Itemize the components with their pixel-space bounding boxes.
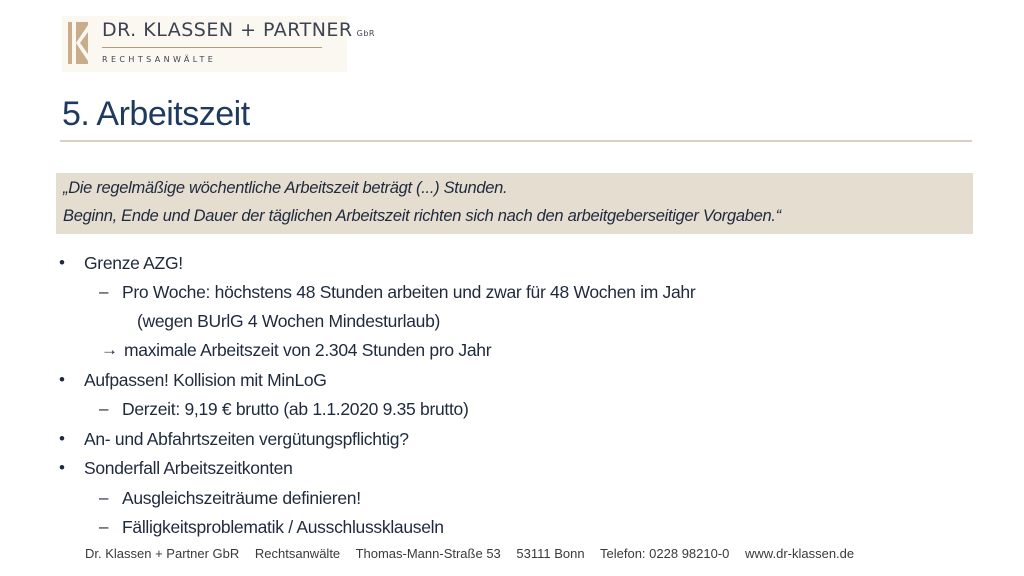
quote-line-2: Beginn, Ende und Dauer der täglichen Arbeitszeit richten sich nach den arbeitgeberseitiger Vorgaben.“: [63, 207, 781, 225]
list-item: Sonderfall Arbeitszeitkonten: [84, 458, 293, 478]
bullet-icon: •: [59, 253, 65, 272]
footer-website-link[interactable]: www.dr-klassen.de: [745, 546, 855, 561]
list-item: Ausgleichszeiträume definieren!: [122, 488, 361, 508]
footer: [85, 546, 866, 561]
list-item: (wegen BUrlG 4 Wochen Mindesturlaub): [137, 311, 441, 331]
list-item: Pro Woche: höchstens 48 Stunden arbeiten und zwar für 48 Wochen im Jahr: [122, 282, 696, 302]
logo-divider: [102, 47, 322, 48]
bullet-icon: •: [59, 429, 65, 448]
footer-phone: Telefon: 0228 98210-0: [600, 546, 730, 561]
quote-line-1: „Die regelmäßige wöchentliche Arbeitszeit beträgt (...) Stunden.: [63, 179, 508, 197]
footer-street: Thomas-Mann-Straße 53: [355, 546, 501, 561]
footer-profession: Rechtsanwälte: [254, 546, 341, 561]
dash-icon: –: [99, 488, 109, 507]
list-item: An- und Abfahrtszeiten vergütungspflichtig?: [84, 429, 409, 449]
logo-k-mark-icon: [68, 22, 88, 64]
list-item: maximale Arbeitszeit von 2.304 Stunden pro Jahr: [124, 340, 492, 360]
list-item: Fälligkeitsproblematik / Ausschlussklauseln: [122, 517, 444, 537]
dash-icon: –: [99, 282, 109, 301]
list-item: Grenze AZG!: [84, 253, 183, 273]
logo-subtitle: RECHTSANWÄLTE: [102, 55, 217, 64]
footer-city: 53111 Bonn: [516, 546, 585, 561]
dash-icon: –: [99, 517, 109, 536]
dash-icon: –: [99, 399, 109, 418]
quote-box: [56, 173, 973, 234]
logo-name: DR. KLASSEN + PARTNER GbR: [102, 19, 375, 41]
footer-company: Dr. Klassen + Partner GbR: [85, 546, 240, 561]
bullet-icon: •: [59, 370, 65, 389]
slide-title: 5. Arbeitszeit: [62, 95, 250, 133]
list-item: Aufpassen! Kollision mit MinLoG: [84, 370, 327, 390]
company-logo: [62, 16, 375, 72]
title-divider: [60, 140, 972, 142]
logo-suffix: GbR: [356, 29, 375, 38]
bullet-icon: •: [59, 458, 65, 477]
list-item: Derzeit: 9,19 € brutto (ab 1.1.2020 9.35 brutto): [122, 399, 469, 419]
arrow-right-icon: →: [101, 340, 118, 359]
